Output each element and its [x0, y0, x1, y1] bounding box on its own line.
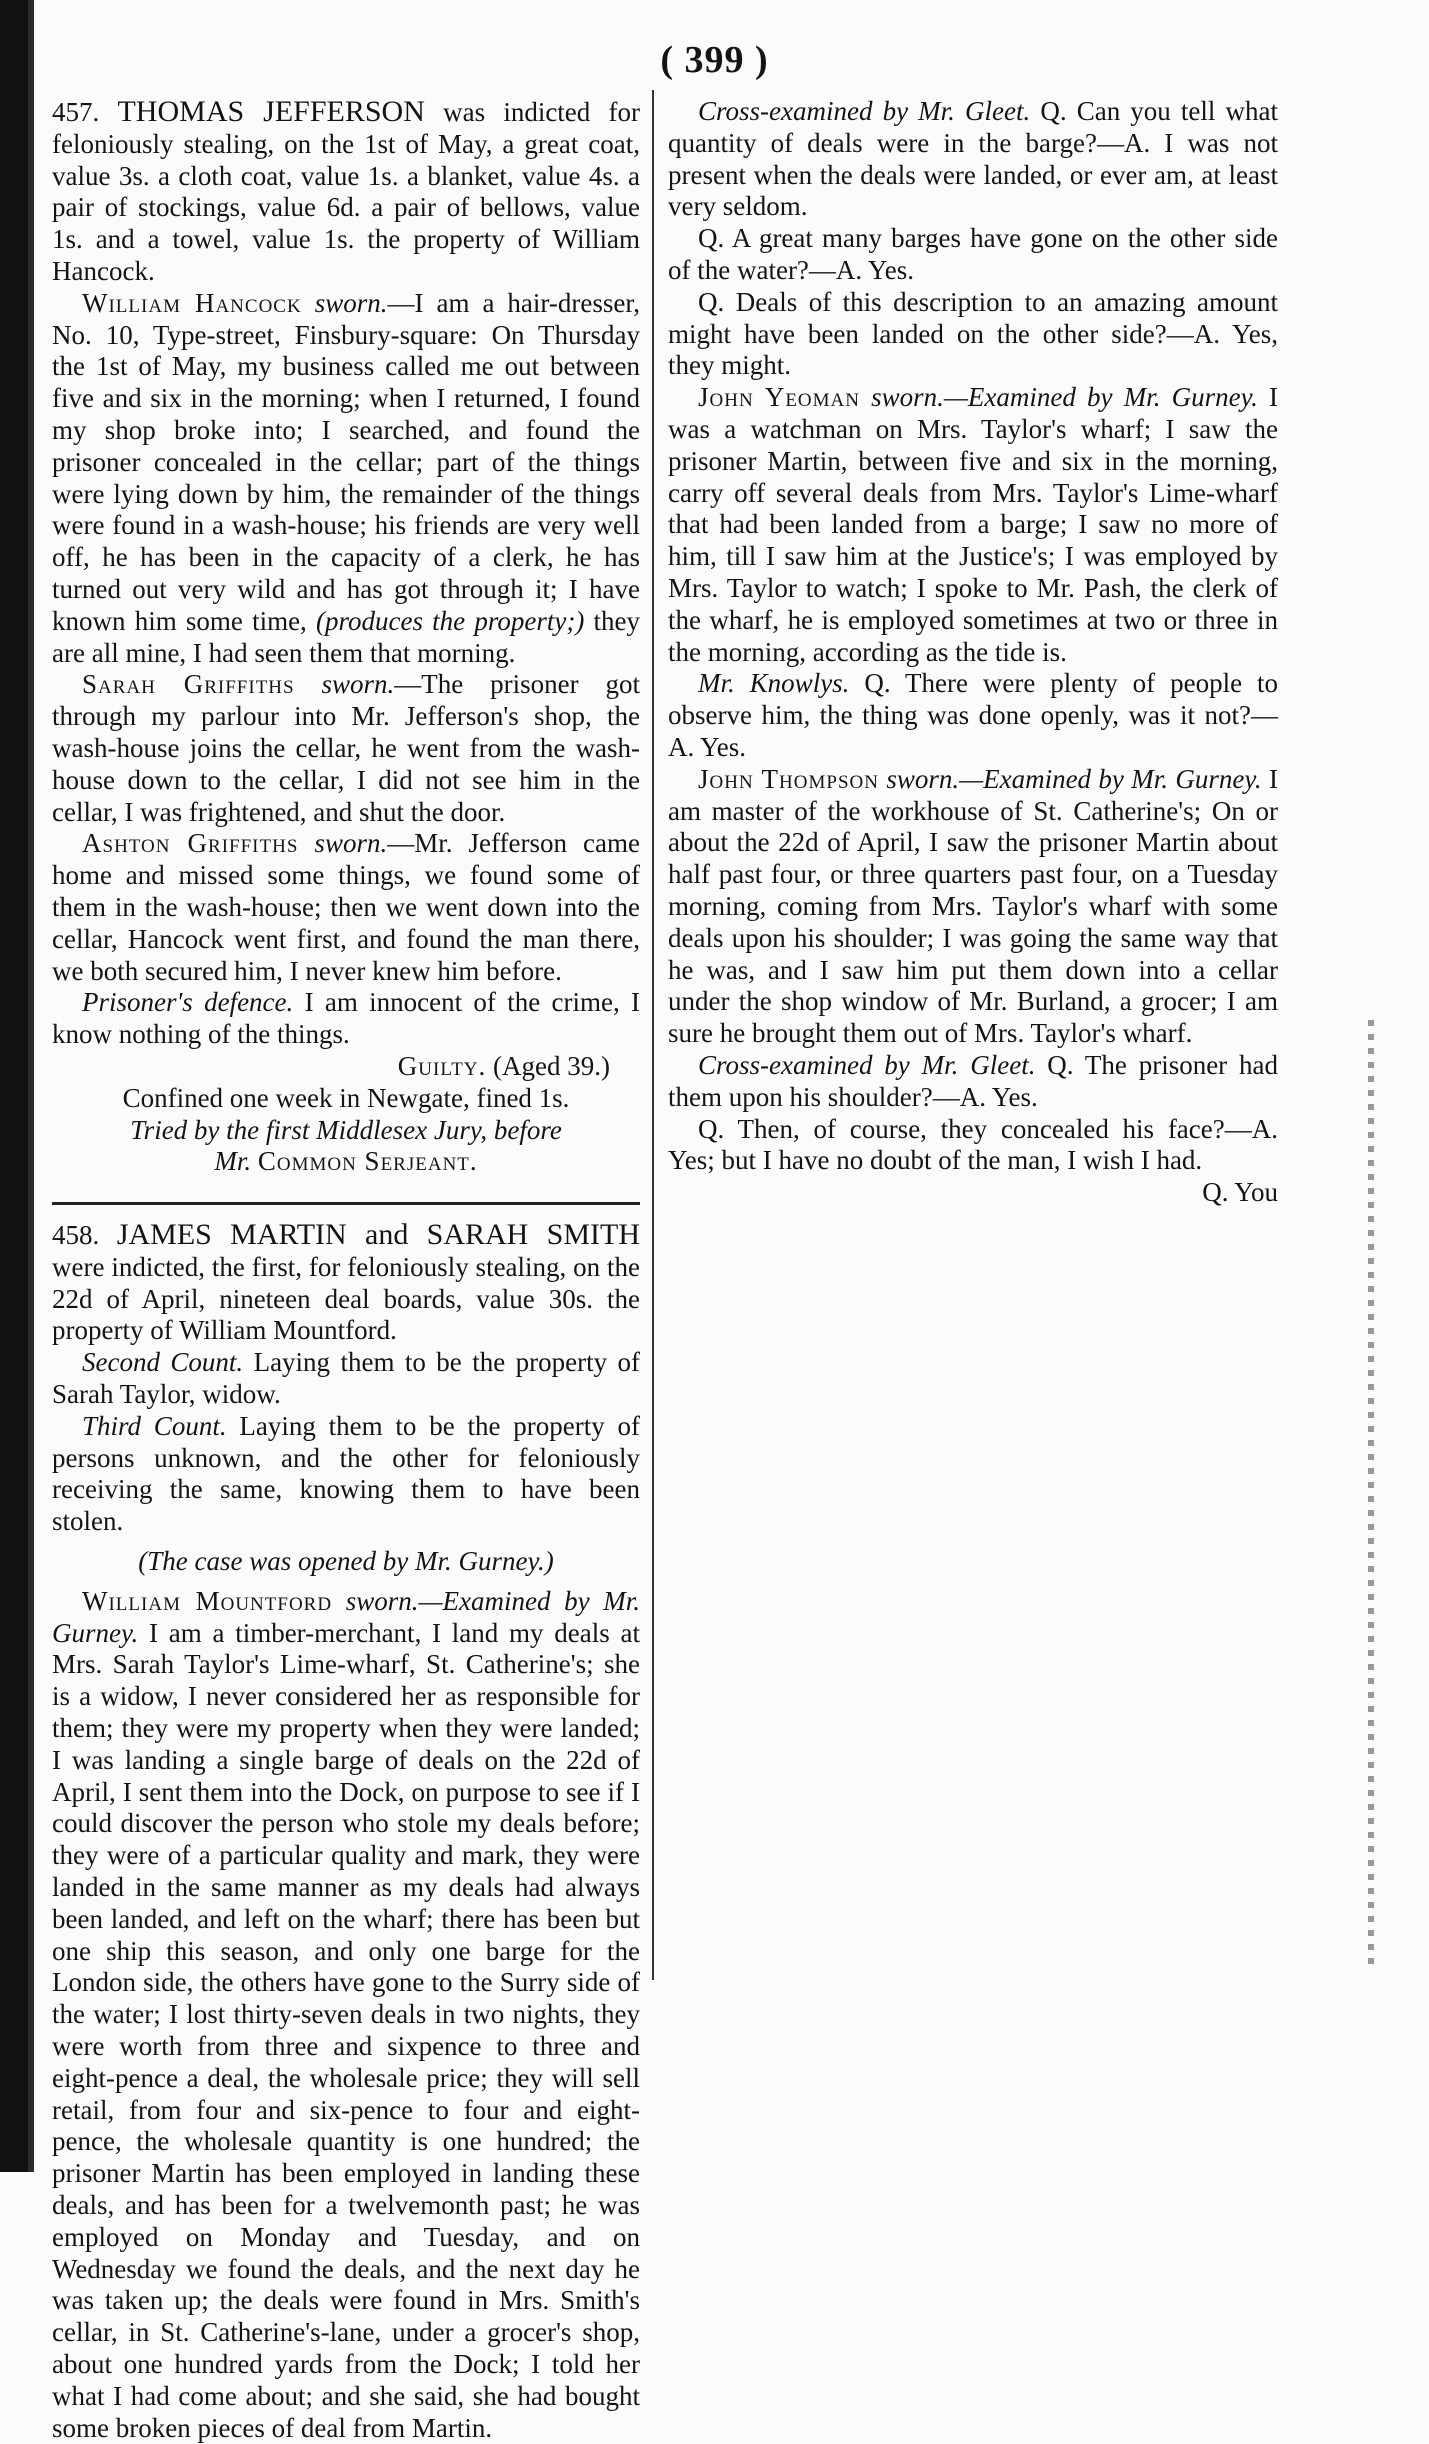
left-column — [52, 96, 640, 2444]
witness-yeoman-testimony — [668, 382, 1278, 668]
prisoner-age: (Aged 39.) — [486, 1050, 610, 1081]
witness-mountford-testimony — [52, 1586, 640, 2444]
defendant-name: THOMAS JEFFERSON — [117, 95, 425, 128]
cross-text: Q. The prisoner had them upon his shoulder?—A. Yes. — [668, 1049, 1278, 1112]
sworn-label: sworn.—Examined by Mr. Gurney. — [52, 1585, 640, 1648]
witness-name: John Yeoman — [698, 382, 860, 413]
witness-name: John Thompson — [698, 763, 879, 794]
count-text: Laying them to be the property of persons unknown, and the other for feloniously receiving the same, knowing them to have been stolen. — [52, 1410, 640, 1537]
judge-line — [52, 1146, 640, 1178]
question-text: Q. There were plenty of people to observe him, the thing was done openly, was it not?—A. Yes. — [668, 668, 1278, 762]
verdict: Guilty. — [397, 1050, 487, 1081]
third-count — [52, 1411, 640, 1538]
cross-label: Cross-examined by Mr. Gleet. — [698, 96, 1031, 126]
sworn-label: sworn.—Examined by Mr. Gurney. — [878, 763, 1262, 794]
testimony-end: they are all mine, I had seen them that morning. — [52, 605, 641, 668]
testimony-text: —The prisoner got through my parlour into Mr. Jefferson's shop, the wash-house joins the cellar, he went from the wash-house down to the cellar, I did not see him in the cellar, I was frightened, and shut the door. — [52, 669, 640, 827]
witness-name: Sarah Griffiths — [82, 669, 295, 700]
defence-text: I am innocent of the crime, I know nothing of the things. — [52, 987, 640, 1050]
sworn-label: sworn. — [301, 287, 388, 318]
second-count — [52, 1347, 640, 1411]
judge-title: Common Serjeant. — [257, 1146, 478, 1177]
book-binding-shadow — [28, 0, 34, 2172]
question-4: Q. Then, of course, they concealed his face?—A. Yes; but I have no doubt of the man, I wish I had. — [668, 1113, 1278, 1176]
judge-prefix: Mr. — [214, 1146, 258, 1177]
case-458-opening — [52, 1219, 640, 1347]
case-457-opening — [52, 96, 640, 288]
indictment-text: was indicted for feloniously stealing, on the 1st of May, a great coat, value 3s. a cloth coat, value 1s. a blanket, value 4s. a pair of stockings, value 6d. a pair of bellows, value 1s. and a towel, value 1s. the property of William Hancock. — [52, 97, 641, 286]
cross-text: Q. Can you tell what quantity of deals were in the barge?—A. I was not present when the deals were landed, or ever am, at least very seldom. — [668, 96, 1278, 222]
witness-sarah-griffiths-testimony — [52, 669, 640, 828]
stage-direction: (produces the property;) — [316, 605, 585, 636]
sentence: Confined one week in Newgate, fined 1s. — [122, 1082, 570, 1113]
jury-line: Tried by the first Middlesex Jury, before — [130, 1114, 562, 1145]
question-2: Q. A great many barges have gone on the other side of the water?—A. Yes. — [668, 223, 1278, 285]
case-opened-note: (The case was opened by Mr. Gurney.) — [138, 1546, 554, 1577]
catchword: Q. You — [1202, 1177, 1278, 1208]
verdict-line — [52, 1051, 640, 1083]
count-label: Second Count. — [82, 1347, 244, 1378]
prisoner-defence — [52, 987, 640, 1051]
defendant-names: JAMES MARTIN and SARAH SMITH — [116, 1218, 641, 1252]
defence-label: Prisoner's defence. — [82, 987, 294, 1018]
knowlys-question — [668, 668, 1278, 763]
testimony-text: I was a watchman on Mrs. Taylor's wharf; I saw the prisoner Martin, between five and six in the morning, carry off several deals from Mrs. Taylor's Lime-wharf that had been landed from a barge; I saw no more of him, till I saw him at the Justice's; I was employed by Mrs. Taylor to watch; I spoke to Mr. Pash, the clerk of the wharf, he is employed sometimes at two or three in the morning, according as the tide is. — [668, 382, 1278, 667]
column-divider — [652, 90, 654, 1980]
count-text: Laying them to be the property of Sarah Taylor, widow. — [52, 1347, 640, 1410]
case-number: 457. — [52, 97, 100, 127]
right-column — [668, 96, 1278, 1209]
question-3: Q. Deals of this description to an amazing amount might have been landed on the other side?—A. Yes, they might. — [668, 286, 1278, 381]
witness-ashton-griffiths-testimony — [52, 828, 640, 987]
count-label: Third Count. — [82, 1410, 227, 1441]
testimony-text: I am a timber-merchant, I land my deals at Mrs. Sarah Taylor's Lime-wharf, St. Catherine's; she is a widow, I never considered her as responsible for them; they were my property when they were landed; I was landing a single barge of deals on the 22d of April, I sent them into the Dock, on purpose to see if I could discover the person who stole my deals before; they were of a particular quality and mark, they were landed in the same manner as my deals had always been landed, and left on the wharf; there has been but one ship this season, and only one barge for the London side, the others have gone to the Surry side of the water; I lost thirty-seven deals in two nights, they were worth from three and sixpence to three and eight-pence a deal, the wholesale price; they will sell retail, from four and six-pence to four and eight-pence, the wholesale quantity is one hundred; the prisoner Martin has been employed in landing these deals, and has been for a twelvemonth past; he was employed on Monday and Tuesday, and on Wednesday we found the deals, and the next day he was taken up; the deals were found in Mrs. Smith's cellar, in St. Catherine's-lane, under a grocer's shop, about one hundred yards from the Dock; I told her what I had come about; and she said, she had bought some broken pieces of deal from Martin. — [52, 1617, 640, 2443]
case-number: 458. — [52, 1220, 100, 1251]
cross-label: Cross-examined by Mr. Gleet. — [698, 1049, 1036, 1080]
page-number: ( 399 ) — [660, 39, 769, 81]
witness-thompson-testimony — [668, 764, 1278, 1050]
indictment-text: were indicted, the first, for feloniously stealing, on the 22d of April, nineteen deal boards, value 30s. the property of William Mountford. — [52, 1251, 640, 1346]
witness-name: William Mountford — [82, 1585, 333, 1616]
cross-examination-gleet-2 — [668, 1050, 1278, 1114]
witness-name: Ashton Griffiths — [82, 828, 299, 859]
testimony-text: I am master of the workhouse of St. Catherine's; On or about the 22d of April, I saw the prisoner Martin about half past four, or three quarters past four, on a Tuesday morning, coming from Mrs. Taylor's wharf with some deals upon his shoulder; I was going the same way that he was, and I saw him put them down into a cellar under the shop window of Mr. Burland, a grocer; I am sure he brought them out of Mrs. Taylor's wharf. — [668, 763, 1278, 1049]
counsel-label: Mr. Knowlys. — [698, 668, 850, 699]
page-edge-marks — [1368, 1020, 1374, 1970]
book-binding-edge — [0, 0, 28, 2172]
sworn-label: sworn. — [298, 828, 388, 859]
witness-hancock-testimony — [52, 288, 640, 670]
testimony-text: —I am a hair-dresser, No. 10, Type-street, Finsbury-square: On Thursday the 1st of May, my business called me out between five and six in the morning; when I returned, I found my shop broke into; I searched, and found the prisoner concealed in the cellar; part of the things were lying down by him, the remainder of the things were found in a wash-house; his friends are very well off, he has been in the capacity of a clerk, he has turned out very wild and has got through it; I have known him some time, — [52, 287, 640, 636]
cross-examination-gleet-1 — [668, 96, 1278, 223]
sworn-label: sworn. — [294, 669, 395, 700]
testimony-text: —Mr. Jefferson came home and missed some things, we found some of them in the wash-house; then we went down into the cellar, Hancock went first, and found the man there, we both secured him, I never knew him before. — [52, 828, 640, 986]
sworn-label: sworn.—Examined by Mr. Gurney. — [860, 382, 1258, 413]
witness-name: William Hancock — [82, 287, 302, 318]
case-separator-rule — [52, 1202, 640, 1205]
